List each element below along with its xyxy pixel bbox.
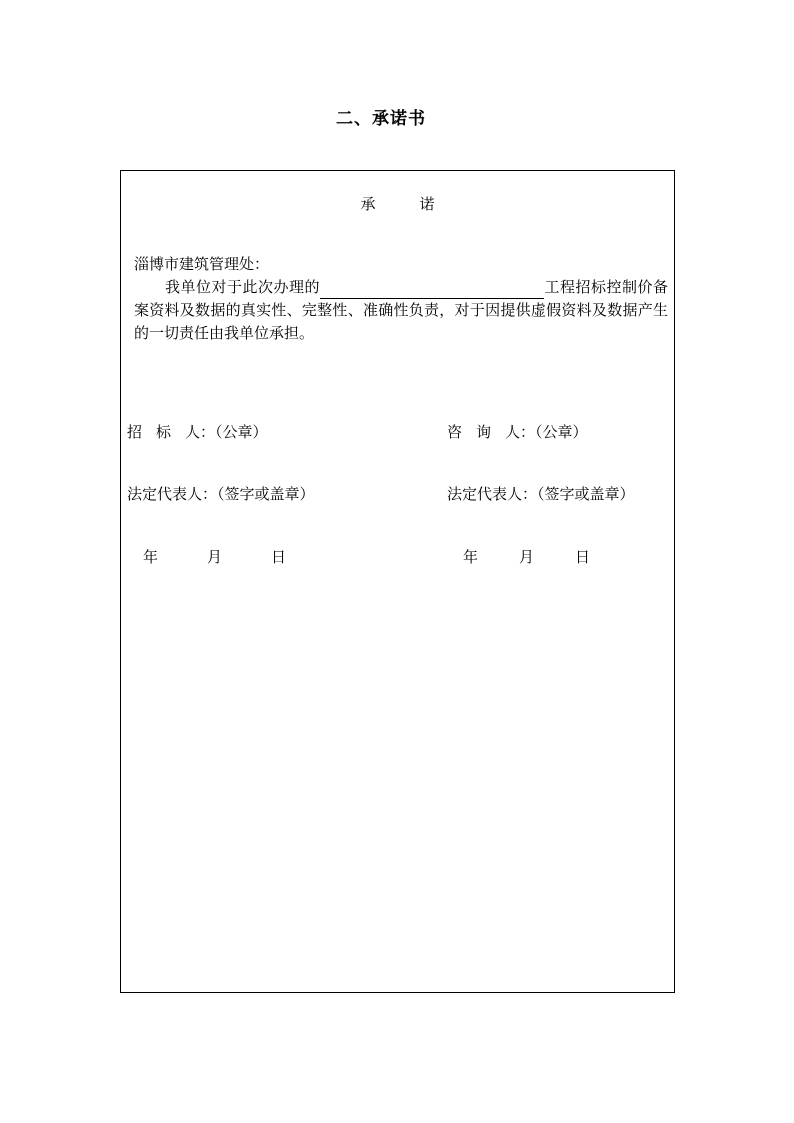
commitment-form-box: [120, 170, 675, 993]
heading-char: 承: [360, 195, 376, 213]
page-title: 二、承诺书: [336, 109, 426, 129]
project-name-blank[interactable]: [320, 281, 544, 299]
body-text-after-blank: 工程招标控制价备案资料及数据的真实性、完整性、准确性负责，对于因提供虚假资料及数据产生的一切责任由我单位承担。: [134, 278, 668, 342]
consultant-label-char: 咨: [447, 423, 463, 441]
consultant-seal-line: [447, 421, 588, 442]
date-year: 年: [143, 548, 159, 566]
body-text-before-blank: 我单位对于此次办理的: [165, 278, 320, 296]
consultant-legal-rep-line: 法定代表人：（签字或盖章）: [447, 485, 635, 503]
date-day: 日: [271, 548, 287, 566]
tenderer-label-char: 招: [127, 423, 143, 441]
commitment-paragraph: [134, 276, 668, 345]
addressee: 淄博市建筑管理处：: [134, 255, 270, 273]
seal-note: ：（公章）: [520, 423, 588, 441]
seal-note: ：（公章）: [200, 423, 268, 441]
tenderer-label-char: 人: [185, 423, 201, 441]
tenderer-legal-rep-line: 法定代表人：（签字或盖章）: [127, 485, 315, 503]
tenderer-label-char: 标: [156, 423, 172, 441]
heading-char: 诺: [419, 195, 435, 213]
commitment-heading: [121, 193, 674, 214]
commitment-body: [134, 253, 668, 345]
date-day: 日: [575, 548, 591, 566]
date-month: 月: [207, 548, 223, 566]
tenderer-seal-line: [127, 421, 268, 442]
consultant-date-line: [121, 546, 674, 566]
date-year: 年: [463, 548, 479, 566]
date-month: 月: [519, 548, 535, 566]
consultant-label-char: 人: [505, 423, 521, 441]
consultant-label-char: 询: [476, 423, 492, 441]
